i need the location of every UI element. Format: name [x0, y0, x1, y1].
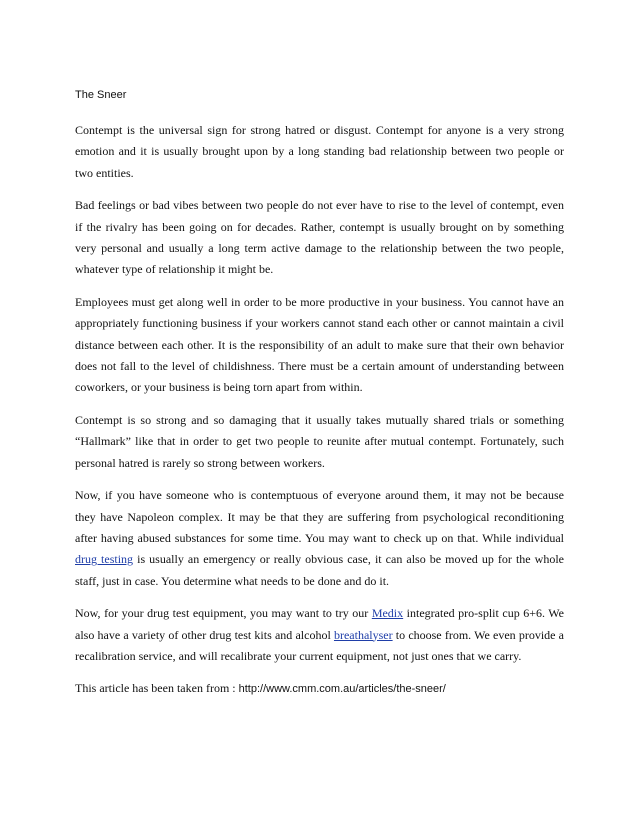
breathalyser-link[interactable]: breathalyser: [333, 627, 393, 642]
paragraph-6-text-after: to choose from. We even provide a recalibration service, and will recalibrate your current equipment, not just ones that we carry.: [75, 627, 565, 663]
medix-link[interactable]: Medix: [371, 606, 404, 621]
document-title: The Sneer: [75, 89, 127, 101]
source-url: http://www.cmm.com.au/articles/the-sneer/: [238, 683, 446, 696]
document-body: [75, 88, 564, 700]
paragraph-6-text-middle: integrated pro-split cup 6+6. We also have a variety of other drug test kits and alcohol: [75, 606, 564, 642]
paragraph-1: Contempt is the universal sign for strong hatred or disgust. Contempt for anyone is a very strong emotion and it is usually brought upon by a long standing bad relationship between two people or two entities.: [75, 123, 564, 180]
paragraph-6-text-before: Now, for your drug test equipment, you may want to try our: [75, 606, 372, 621]
paragraph-3: Employees must get along well in order to be more productive in your business. You cannot have an appropriately functioning business if your workers cannot stand each other or cannot maintain a civil distance between each other. It is the responsibility of an adult to make sure that their own behavior does not fall to the level of childishness. There must be a certain amount of understanding between coworkers, or your business is being torn apart from within.: [75, 294, 564, 395]
paragraph-5: [75, 485, 564, 592]
paragraph-5-text-before: Now, if you have someone who is contemptuous of everyone around them, it may not be because they have Napoleon complex. It may be that they are suffering from psychological reconditioning after having abused substances for some time. You may want to check up on that. While individual: [75, 488, 564, 545]
paragraph-4: Contempt is so strong and so damaging that it usually takes mutually shared trials or something “Hallmark” like that in order to get two people to reunite after mutual contempt. Fortunately, such personal hatred is rarely so strong between workers.: [75, 412, 564, 470]
paragraph-2: Bad feelings or bad vibes between two people do not ever have to rise to the level of contempt, even if the rivalry has been going on for decades. Rather, contempt is usually brought on by something very personal and usually a long term active damage to the relationship between the two people, whatever type of relationship it might be.: [75, 198, 564, 277]
paragraph-5-text-after: is usually an emergency or really obvious case, it can also be moved up for the whole staff, just in case. You determine what needs to be done and do it.: [75, 552, 564, 588]
paragraph-6: [75, 603, 564, 667]
source-label: This article has been taken from :: [75, 681, 239, 696]
drug-testing-link[interactable]: drug testing: [75, 552, 134, 567]
source-attribution: [75, 678, 564, 700]
